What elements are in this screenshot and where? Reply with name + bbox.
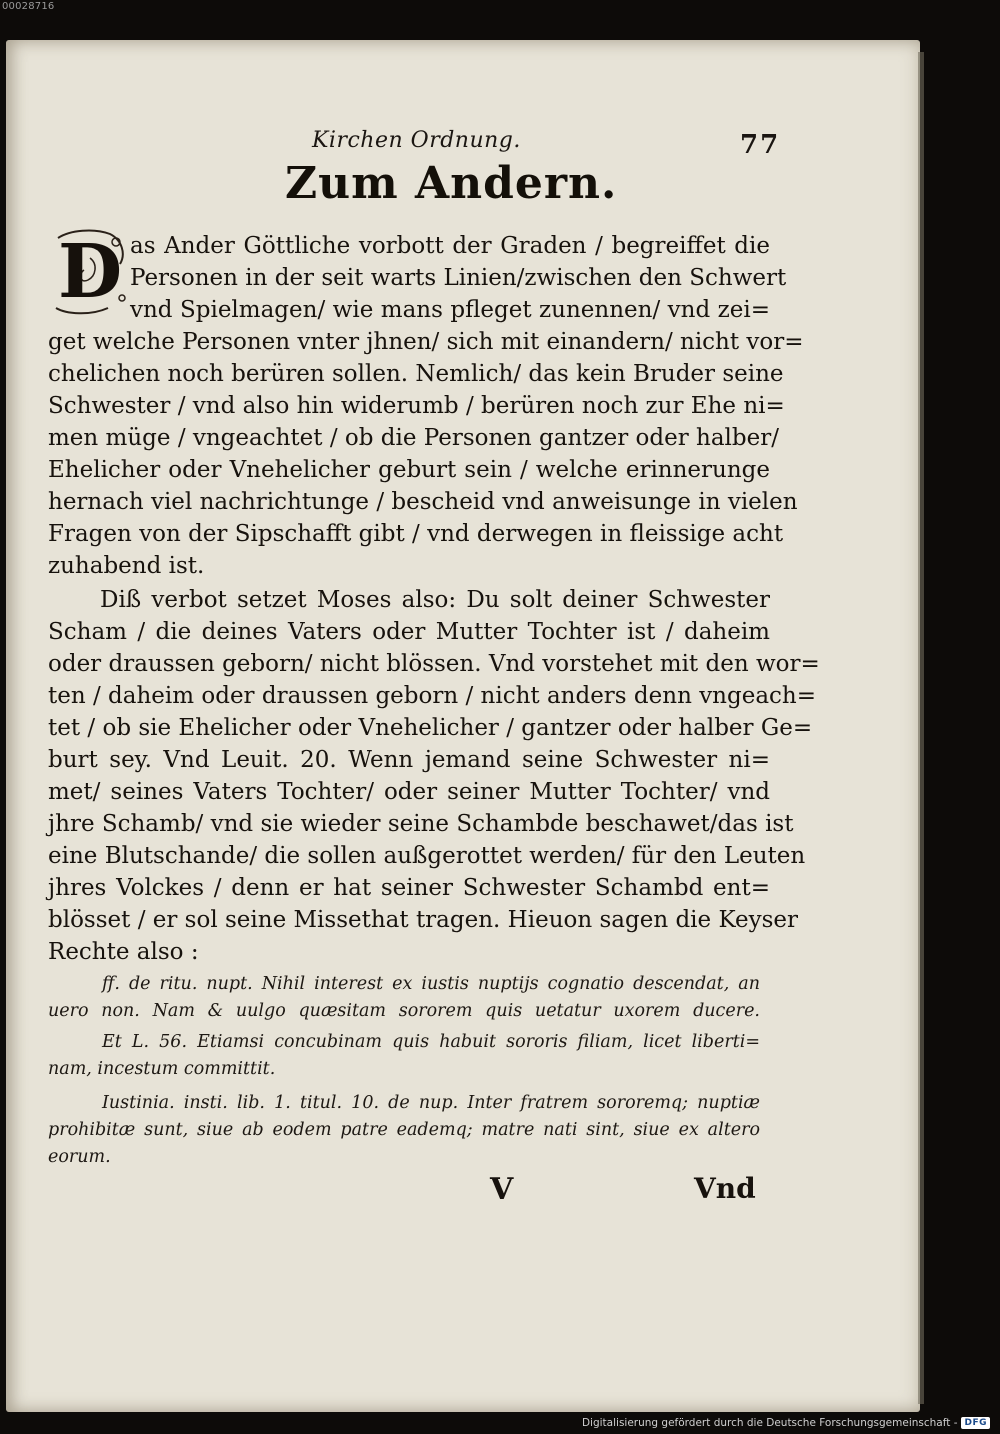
body-line: vnd Spielmagen/ wie mans pfleget zunennen/ vnd zei=: [130, 297, 770, 323]
catchword: Vnd: [694, 1172, 756, 1205]
body-line: Scham / die deines Vaters oder Mutter Tochter ist / daheim: [48, 619, 770, 645]
body-line: as Ander Göttliche vorbott der Graden / begreiffet die: [130, 233, 770, 259]
latin-line: prohibitæ sunt, siue ab eodem patre eademq; matre nati sint, siue ex altero: [48, 1120, 760, 1140]
body-line: eine Blutschande/ die sollen außgerottet werden/ für den Leuten: [48, 843, 806, 869]
body-line: get welche Personen vnter jhnen/ sich mit einandern/ nicht vor=: [48, 329, 804, 355]
body-line: tet / ob sie Ehelicher oder Vnehelicher / gantzer oder halber Ge=: [48, 715, 813, 741]
latin-line: Et L. 56. Etiamsi concubinam quis habuit sororis filiam, licet liberti=: [102, 1032, 760, 1052]
body-line: Fragen von der Sipschafft gibt / vnd derwegen in fleissige acht: [48, 521, 784, 547]
latin-line: nam, incestum committit.: [48, 1059, 276, 1079]
body-line: burt sey. Vnd Leuit. 20. Wenn jemand seine Schwester ni=: [48, 747, 770, 773]
body-line: Rechte also :: [48, 939, 199, 965]
body-line: Personen in der seit warts Linien/zwischen den Schwert: [130, 265, 787, 291]
page-number: 77: [740, 130, 781, 160]
body-line: oder draussen geborn/ nicht blössen. Vnd vorstehet mit den wor=: [48, 651, 820, 677]
latin-line: uero non. Nam & uulgo quæsitam sororem quis uetatur uxorem ducere.: [48, 1001, 760, 1021]
decorated-initial: [50, 228, 130, 316]
initial-letter: D: [58, 229, 123, 315]
body-line: Diß verbot setzet Moses also: Du solt deiner Schwester: [100, 587, 770, 613]
body-line: jhre Schamb/ vnd sie wieder seine Schambde beschawet/das ist: [48, 811, 794, 837]
body-line: men müge / vngeachtet / ob die Personen gantzer oder halber/: [48, 425, 779, 451]
scan-id: 00028716: [2, 1, 55, 12]
body-line: chelichen noch berüren sollen. Nemlich/ das kein Bruder seine: [48, 361, 784, 387]
body-line: Schwester / vnd also hin widerumb / berüren noch zur Ehe ni=: [48, 393, 785, 419]
body-line: met/ seines Vaters Tochter/ oder seiner Mutter Tochter/ vnd: [48, 779, 770, 805]
dfg-logo-icon: DFG: [961, 1417, 990, 1429]
body-line: Ehelicher oder Vnehelicher geburt sein / welche erinnerunge: [48, 457, 770, 483]
body-line: jhres Volckes / denn er hat seiner Schwester Schambd ent=: [48, 875, 770, 901]
body-line: zuhabend ist.: [48, 553, 205, 579]
signature-mark: V: [490, 1172, 514, 1207]
body-line: ten / daheim oder draussen geborn / nicht anders denn vngeach=: [48, 683, 817, 709]
section-title: Zum Andern.: [285, 158, 618, 209]
footer-credit: [582, 1417, 990, 1429]
page-edge: [918, 52, 924, 1404]
body-line: hernach viel nachrichtunge / bescheid vnd anweisunge in vielen: [48, 489, 798, 515]
latin-line: ff. de ritu. nupt. Nihil interest ex iustis nuptijs cognatio descendat, an: [102, 974, 760, 994]
latin-line: Iustinia. insti. lib. 1. titul. 10. de nup. Inter fratrem sororemq; nuptiæ: [102, 1093, 760, 1113]
body-line: blösset / er sol seine Missethat tragen. Hieuon sagen die Keyser: [48, 907, 799, 933]
footer-credit-text: Digitalisierung gefördert durch die Deutsche Forschungsgemeinschaft -: [581, 1417, 958, 1429]
running-head: Kirchen Ordnung.: [312, 128, 521, 153]
latin-line: eorum.: [48, 1147, 111, 1167]
